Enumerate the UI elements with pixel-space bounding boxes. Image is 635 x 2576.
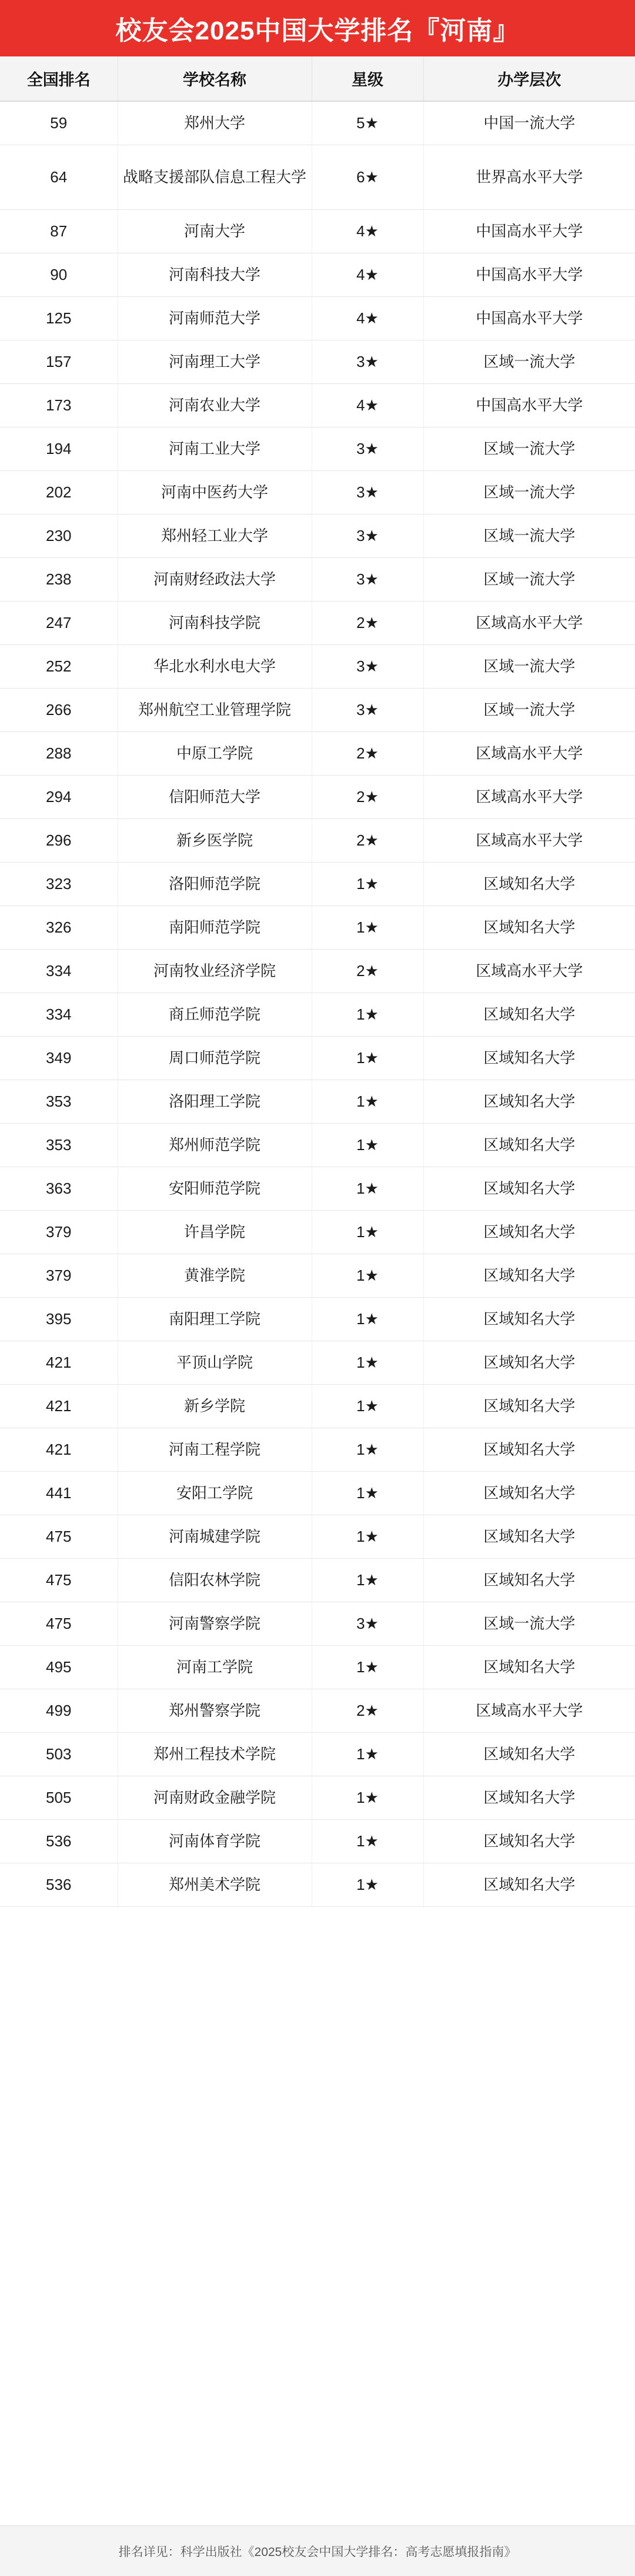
cell-star-rating: 2★	[312, 731, 423, 775]
table-row	[0, 731, 635, 775]
cell-rank: 475	[0, 1515, 118, 1558]
cell-star-rating: 1★	[312, 1645, 423, 1689]
table-row	[0, 1645, 635, 1689]
cell-star-rating: 1★	[312, 1428, 423, 1471]
cell-level: 区域知名大学	[423, 1210, 635, 1254]
cell-star-rating: 1★	[312, 1384, 423, 1428]
cell-star-rating: 3★	[312, 1602, 423, 1645]
cell-level: 区域一流大学	[423, 1602, 635, 1645]
cell-star-rating: 6★	[312, 145, 423, 209]
cell-university-name: 许昌学院	[118, 1210, 312, 1254]
cell-university-name: 华北水利水电大学	[118, 644, 312, 688]
cell-rank: 64	[0, 145, 118, 209]
cell-rank: 503	[0, 1732, 118, 1776]
cell-star-rating: 1★	[312, 1819, 423, 1863]
cell-star-rating: 1★	[312, 1471, 423, 1515]
cell-star-rating: 1★	[312, 862, 423, 906]
table-row	[0, 1515, 635, 1558]
table-row	[0, 296, 635, 340]
cell-rank: 536	[0, 1819, 118, 1863]
cell-university-name: 河南大学	[118, 209, 312, 253]
cell-star-rating: 4★	[312, 253, 423, 296]
cell-level: 区域知名大学	[423, 1341, 635, 1384]
cell-star-rating: 1★	[312, 1123, 423, 1167]
cell-star-rating: 2★	[312, 949, 423, 993]
cell-university-name: 周口师范学院	[118, 1036, 312, 1080]
cell-rank: 334	[0, 949, 118, 993]
table-row	[0, 1428, 635, 1471]
cell-university-name: 新乡医学院	[118, 818, 312, 862]
cell-university-name: 河南财政金融学院	[118, 1776, 312, 1819]
column-header-rank: 全国排名	[0, 56, 118, 101]
table-row	[0, 1863, 635, 1906]
cell-level: 区域知名大学	[423, 1297, 635, 1341]
cell-university-name: 信阳农林学院	[118, 1558, 312, 1602]
cell-star-rating: 3★	[312, 514, 423, 557]
table-row	[0, 253, 635, 296]
cell-rank: 87	[0, 209, 118, 253]
cell-level: 区域知名大学	[423, 1558, 635, 1602]
cell-university-name: 平顶山学院	[118, 1341, 312, 1384]
cell-university-name: 郑州大学	[118, 101, 312, 145]
cell-rank: 421	[0, 1341, 118, 1384]
cell-star-rating: 1★	[312, 1732, 423, 1776]
cell-star-rating: 1★	[312, 1254, 423, 1297]
cell-rank: 353	[0, 1080, 118, 1123]
cell-rank: 475	[0, 1558, 118, 1602]
cell-star-rating: 1★	[312, 906, 423, 949]
table-row	[0, 906, 635, 949]
cell-level: 区域知名大学	[423, 1471, 635, 1515]
cell-rank: 157	[0, 340, 118, 383]
cell-university-name: 河南体育学院	[118, 1819, 312, 1863]
cell-rank: 238	[0, 557, 118, 601]
cell-university-name: 战略支援部队信息工程大学	[118, 145, 312, 209]
cell-rank: 90	[0, 253, 118, 296]
cell-level: 区域高水平大学	[423, 775, 635, 818]
cell-star-rating: 3★	[312, 340, 423, 383]
cell-university-name: 黄淮学院	[118, 1254, 312, 1297]
cell-university-name: 河南警察学院	[118, 1602, 312, 1645]
table-row	[0, 145, 635, 209]
cell-rank: 59	[0, 101, 118, 145]
cell-rank: 323	[0, 862, 118, 906]
cell-level: 区域一流大学	[423, 557, 635, 601]
cell-rank: 441	[0, 1471, 118, 1515]
cell-rank: 379	[0, 1210, 118, 1254]
cell-star-rating: 3★	[312, 688, 423, 731]
cell-university-name: 河南工学院	[118, 1645, 312, 1689]
table-row	[0, 601, 635, 644]
cell-star-rating: 3★	[312, 470, 423, 514]
cell-star-rating: 1★	[312, 1210, 423, 1254]
cell-rank: 379	[0, 1254, 118, 1297]
cell-university-name: 郑州工程技术学院	[118, 1732, 312, 1776]
table-row	[0, 470, 635, 514]
cell-university-name: 河南牧业经济学院	[118, 949, 312, 993]
cell-star-rating: 4★	[312, 296, 423, 340]
cell-level: 区域知名大学	[423, 1123, 635, 1167]
cell-university-name: 河南工程学院	[118, 1428, 312, 1471]
cell-university-name: 安阳工学院	[118, 1471, 312, 1515]
cell-rank: 173	[0, 383, 118, 427]
cell-level: 区域高水平大学	[423, 949, 635, 993]
cell-star-rating: 3★	[312, 644, 423, 688]
table-row	[0, 1210, 635, 1254]
cell-star-rating: 4★	[312, 383, 423, 427]
cell-university-name: 洛阳师范学院	[118, 862, 312, 906]
cell-level: 区域知名大学	[423, 1732, 635, 1776]
cell-rank: 296	[0, 818, 118, 862]
table-row	[0, 862, 635, 906]
cell-rank: 326	[0, 906, 118, 949]
cell-university-name: 商丘师范学院	[118, 993, 312, 1036]
table-row	[0, 1341, 635, 1384]
cell-level: 区域知名大学	[423, 1167, 635, 1210]
table-row	[0, 427, 635, 470]
table-row	[0, 818, 635, 862]
cell-star-rating: 1★	[312, 1341, 423, 1384]
cell-university-name: 南阳师范学院	[118, 906, 312, 949]
table-row	[0, 1167, 635, 1210]
cell-level: 区域一流大学	[423, 470, 635, 514]
cell-star-rating: 5★	[312, 101, 423, 145]
cell-level: 区域一流大学	[423, 340, 635, 383]
table-row	[0, 1471, 635, 1515]
cell-level: 区域知名大学	[423, 1384, 635, 1428]
cell-university-name: 南阳理工学院	[118, 1297, 312, 1341]
cell-star-rating: 2★	[312, 1689, 423, 1732]
cell-level: 区域知名大学	[423, 1036, 635, 1080]
table-row	[0, 1123, 635, 1167]
cell-rank: 395	[0, 1297, 118, 1341]
cell-star-rating: 1★	[312, 1167, 423, 1210]
column-header-level: 办学层次	[423, 56, 635, 101]
table-row	[0, 1254, 635, 1297]
cell-level: 区域知名大学	[423, 1515, 635, 1558]
cell-university-name: 河南财经政法大学	[118, 557, 312, 601]
cell-rank: 536	[0, 1863, 118, 1906]
cell-university-name: 郑州美术学院	[118, 1863, 312, 1906]
cell-rank: 194	[0, 427, 118, 470]
cell-university-name: 河南农业大学	[118, 383, 312, 427]
cell-level: 区域一流大学	[423, 427, 635, 470]
cell-university-name: 安阳师范学院	[118, 1167, 312, 1210]
cell-level: 区域知名大学	[423, 1254, 635, 1297]
cell-rank: 475	[0, 1602, 118, 1645]
cell-level: 区域知名大学	[423, 1428, 635, 1471]
column-header-star: 星级	[312, 56, 423, 101]
cell-level: 区域一流大学	[423, 644, 635, 688]
cell-rank: 230	[0, 514, 118, 557]
cell-university-name: 郑州航空工业管理学院	[118, 688, 312, 731]
cell-level: 区域知名大学	[423, 1645, 635, 1689]
cell-star-rating: 1★	[312, 1036, 423, 1080]
cell-star-rating: 1★	[312, 993, 423, 1036]
cell-level: 区域一流大学	[423, 688, 635, 731]
table-row	[0, 1819, 635, 1863]
cell-rank: 421	[0, 1428, 118, 1471]
cell-rank: 202	[0, 470, 118, 514]
cell-level: 世界高水平大学	[423, 145, 635, 209]
cell-university-name: 中原工学院	[118, 731, 312, 775]
cell-rank: 421	[0, 1384, 118, 1428]
cell-level: 区域知名大学	[423, 1819, 635, 1863]
table-row	[0, 1297, 635, 1341]
cell-rank: 334	[0, 993, 118, 1036]
cell-level: 区域知名大学	[423, 993, 635, 1036]
cell-university-name: 河南工业大学	[118, 427, 312, 470]
cell-level: 区域高水平大学	[423, 601, 635, 644]
cell-level: 区域知名大学	[423, 1776, 635, 1819]
cell-level: 中国高水平大学	[423, 296, 635, 340]
table-row	[0, 1602, 635, 1645]
cell-star-rating: 1★	[312, 1297, 423, 1341]
cell-university-name: 河南师范大学	[118, 296, 312, 340]
table-body	[0, 101, 635, 1906]
cell-university-name: 新乡学院	[118, 1384, 312, 1428]
cell-rank: 252	[0, 644, 118, 688]
cell-university-name: 郑州轻工业大学	[118, 514, 312, 557]
footer-bar	[0, 2525, 635, 2576]
cell-university-name: 河南理工大学	[118, 340, 312, 383]
column-header-name: 学校名称	[118, 56, 312, 101]
table-row	[0, 775, 635, 818]
cell-level: 区域高水平大学	[423, 1689, 635, 1732]
cell-university-name: 郑州警察学院	[118, 1689, 312, 1732]
university-ranking-table	[0, 56, 635, 1907]
table-row	[0, 1732, 635, 1776]
page-title-bar	[0, 0, 635, 56]
cell-level: 区域高水平大学	[423, 818, 635, 862]
cell-rank: 505	[0, 1776, 118, 1819]
cell-rank: 495	[0, 1645, 118, 1689]
cell-rank: 353	[0, 1123, 118, 1167]
table-row	[0, 1384, 635, 1428]
footer-note: 排名详见：科学出版社《2025校友会中国大学排名：高考志愿填报指南》	[118, 2545, 517, 2559]
cell-level: 区域知名大学	[423, 862, 635, 906]
cell-rank: 266	[0, 688, 118, 731]
cell-university-name: 信阳师范大学	[118, 775, 312, 818]
cell-star-rating: 2★	[312, 601, 423, 644]
cell-level: 区域知名大学	[423, 1863, 635, 1906]
cell-star-rating: 4★	[312, 209, 423, 253]
table-row	[0, 1776, 635, 1819]
cell-rank: 499	[0, 1689, 118, 1732]
cell-university-name: 河南科技学院	[118, 601, 312, 644]
cell-star-rating: 1★	[312, 1515, 423, 1558]
cell-level: 区域高水平大学	[423, 731, 635, 775]
table-row	[0, 209, 635, 253]
cell-rank: 288	[0, 731, 118, 775]
cell-level: 区域知名大学	[423, 906, 635, 949]
table-row	[0, 949, 635, 993]
page-title: 校友会2025中国大学排名『河南』	[115, 16, 520, 45]
table-row	[0, 557, 635, 601]
cell-level: 区域知名大学	[423, 1080, 635, 1123]
cell-star-rating: 1★	[312, 1558, 423, 1602]
cell-rank: 247	[0, 601, 118, 644]
table-row	[0, 1080, 635, 1123]
table-row	[0, 383, 635, 427]
cell-level: 中国高水平大学	[423, 209, 635, 253]
cell-level: 中国高水平大学	[423, 253, 635, 296]
table-row	[0, 1558, 635, 1602]
table-row	[0, 644, 635, 688]
cell-rank: 363	[0, 1167, 118, 1210]
cell-star-rating: 2★	[312, 818, 423, 862]
cell-rank: 349	[0, 1036, 118, 1080]
table-row	[0, 101, 635, 145]
table-row	[0, 340, 635, 383]
table-row	[0, 514, 635, 557]
table-row	[0, 688, 635, 731]
table-row	[0, 993, 635, 1036]
cell-star-rating: 3★	[312, 427, 423, 470]
cell-university-name: 河南科技大学	[118, 253, 312, 296]
cell-level: 中国一流大学	[423, 101, 635, 145]
cell-rank: 294	[0, 775, 118, 818]
cell-star-rating: 3★	[312, 557, 423, 601]
cell-level: 区域一流大学	[423, 514, 635, 557]
cell-level: 中国高水平大学	[423, 383, 635, 427]
cell-university-name: 河南城建学院	[118, 1515, 312, 1558]
cell-university-name: 河南中医药大学	[118, 470, 312, 514]
cell-star-rating: 1★	[312, 1080, 423, 1123]
cell-star-rating: 1★	[312, 1776, 423, 1819]
table-header	[0, 56, 635, 101]
table-header-row	[0, 56, 635, 101]
table-row	[0, 1036, 635, 1080]
cell-star-rating: 1★	[312, 1863, 423, 1906]
cell-rank: 125	[0, 296, 118, 340]
cell-star-rating: 2★	[312, 775, 423, 818]
table-row	[0, 1689, 635, 1732]
cell-university-name: 郑州师范学院	[118, 1123, 312, 1167]
cell-university-name: 洛阳理工学院	[118, 1080, 312, 1123]
